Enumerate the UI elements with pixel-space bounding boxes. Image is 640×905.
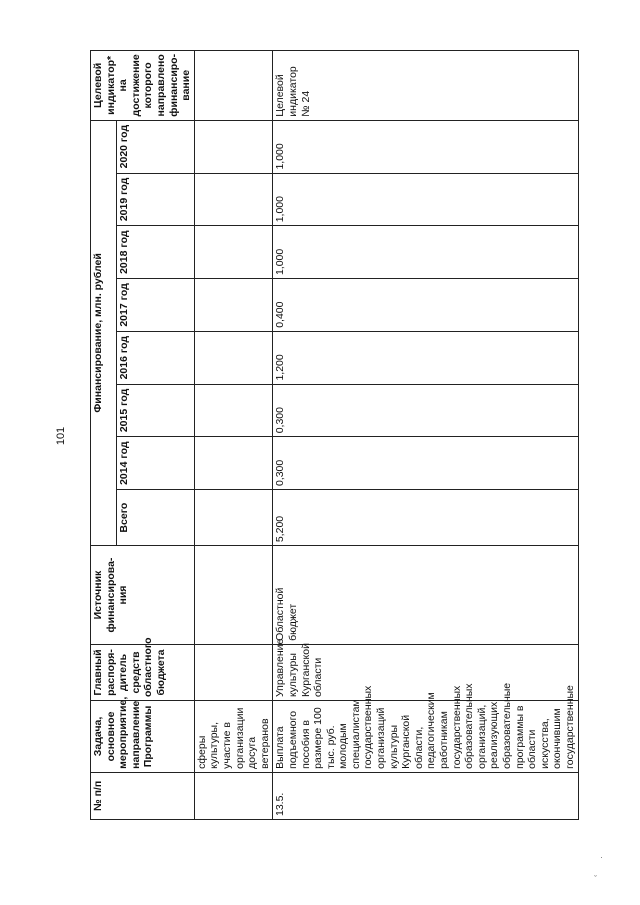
header-indicator: Целевой индикатор* на достижение которого направлено финансиро-вание bbox=[91, 51, 195, 121]
cell-empty bbox=[194, 226, 273, 279]
header-year: 2020 год bbox=[116, 120, 194, 173]
page-number: 101 bbox=[55, 426, 68, 446]
header-task: Задача, основное мероприятие, направление Программы bbox=[91, 701, 195, 773]
cell-year-value: 1,200 bbox=[273, 331, 578, 384]
cell-total: 5,200 bbox=[273, 490, 578, 546]
scan-speck: ˇ bbox=[594, 874, 597, 884]
cell-empty bbox=[194, 173, 273, 226]
header-financing: Финансирование, млн. рублей bbox=[91, 120, 117, 545]
cell-year-value: 0,300 bbox=[273, 437, 578, 490]
cell-indicator: Целевой индикатор № 24 bbox=[273, 51, 578, 121]
cell-empty bbox=[194, 120, 273, 173]
cell-task: Выплата подъемного пособия в размере 100 тыс. руб. молодым специалистам государственных организаций культуры Курганской области, педагогическим работникам государственных образовательных организаций, реализующих образовательные программы в области искусства, окончившим государственные bbox=[273, 701, 578, 773]
header-year: 2019 год bbox=[116, 173, 194, 226]
header-total: Всего bbox=[116, 490, 194, 546]
financing-table bbox=[90, 50, 579, 820]
cell-no: 13.5. bbox=[273, 772, 578, 819]
cell-empty bbox=[194, 331, 273, 384]
header-year: 2017 год bbox=[116, 279, 194, 332]
table-row-continuation bbox=[194, 51, 273, 820]
cell-empty bbox=[194, 384, 273, 437]
header-year: 2018 год bbox=[116, 226, 194, 279]
header-year: 2016 год bbox=[116, 331, 194, 384]
cell-empty bbox=[194, 546, 273, 645]
cell-responsible: Управление культуры Курганской области bbox=[273, 644, 578, 700]
table-row bbox=[273, 51, 578, 820]
cell-empty bbox=[194, 490, 273, 546]
header-no: № п/п bbox=[91, 772, 195, 819]
cell-year-value: 0,300 bbox=[273, 384, 578, 437]
cell-year-value: 1,000 bbox=[273, 120, 578, 173]
header-year: 2015 год bbox=[116, 384, 194, 437]
cell-empty bbox=[194, 437, 273, 490]
header-source: Источник финансирова-ния bbox=[91, 546, 195, 645]
cell-empty bbox=[194, 279, 273, 332]
cell-empty bbox=[194, 644, 273, 700]
cell-task-continuation: сферы культуры, участие в организации досуга ветеранов bbox=[194, 701, 273, 773]
cell-source: Областной бюджет bbox=[273, 546, 578, 645]
header-responsible: Главный распоря-дитель средств областного бюджета bbox=[91, 644, 195, 700]
cell-empty bbox=[194, 51, 273, 121]
cell-empty bbox=[194, 772, 273, 819]
cell-year-value: 1,000 bbox=[273, 226, 578, 279]
cell-year-value: 0,400 bbox=[273, 279, 578, 332]
scan-speck: · bbox=[600, 852, 603, 862]
rotated-table-wrapper bbox=[90, 50, 576, 820]
cell-year-value: 1,000 bbox=[273, 173, 578, 226]
header-year: 2014 год bbox=[116, 437, 194, 490]
